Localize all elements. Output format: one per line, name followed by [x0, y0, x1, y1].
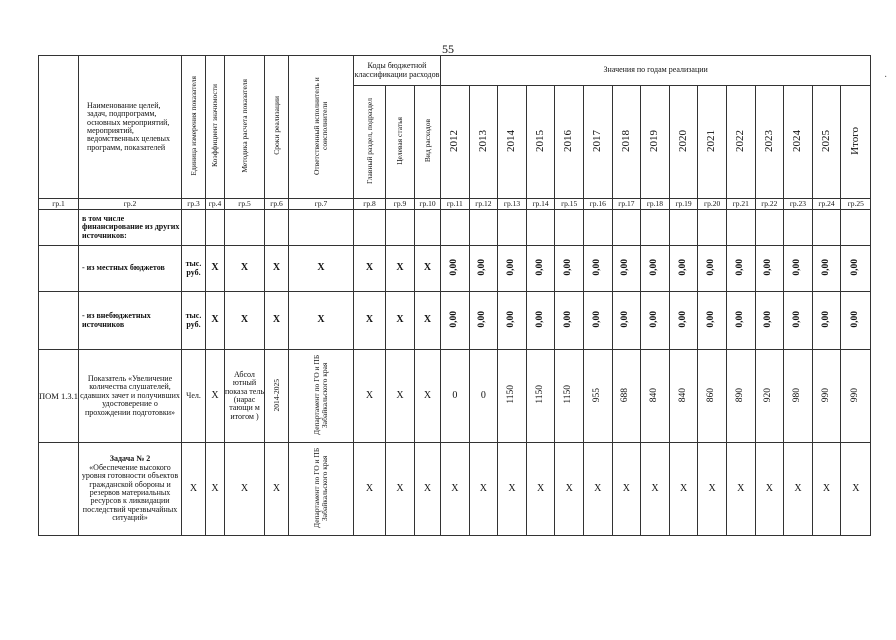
total-value: 0,00: [849, 310, 860, 328]
row-pom-unit: Чел.: [182, 350, 206, 443]
value-cell: [583, 292, 612, 350]
value: X: [726, 443, 755, 536]
value: 0,00: [534, 310, 545, 328]
value: 1150: [534, 385, 545, 405]
row-extra-term: X: [265, 292, 289, 350]
value: 0,00: [734, 310, 745, 328]
col-number: гр.9: [386, 199, 415, 210]
value: 0,00: [563, 258, 574, 276]
value: X: [441, 443, 470, 536]
value: X: [612, 443, 641, 536]
col-number: гр.4: [206, 199, 225, 210]
col-number: гр.7: [289, 199, 354, 210]
value: 1150: [506, 385, 517, 405]
header-budget-codes: Коды бюджетной классификации расходов: [354, 56, 441, 86]
value: X: [526, 443, 555, 536]
header-section: Главный раздел, подраздел: [364, 97, 374, 184]
value: 0,00: [591, 310, 602, 328]
value-cell: [812, 350, 841, 443]
value: 0,00: [506, 258, 517, 276]
value-cell: [526, 246, 555, 292]
year-label: 2022: [733, 129, 746, 152]
value-cell: [498, 350, 527, 443]
year-label: 2013: [476, 129, 489, 152]
value-cell: [555, 350, 584, 443]
value: 0,00: [448, 258, 459, 276]
value-cell: [555, 246, 584, 292]
value: 0,00: [506, 310, 517, 328]
value: 0,00: [563, 310, 574, 328]
col-number: гр.15: [555, 199, 584, 210]
value-cell: [755, 292, 784, 350]
year-cell: [812, 86, 841, 199]
header-term-cell: [265, 56, 289, 199]
year-label: 2014: [505, 129, 518, 152]
year-label: 2025: [819, 129, 832, 152]
header-responsible: Ответственный исполнитель и соисполнители: [312, 76, 329, 175]
year-cell: [698, 86, 727, 199]
header-method: Методика расчета показателя: [239, 78, 249, 173]
value: X: [555, 443, 584, 536]
year-cell: [669, 86, 698, 199]
year-cell: [469, 86, 498, 199]
header-responsible-cell: [289, 56, 354, 199]
header-coef: Коэффициент значимости: [210, 84, 220, 168]
row-including-name: в том числе финансирование из других источников:: [79, 210, 182, 246]
value: 0: [469, 350, 498, 443]
col-number: гр.13: [498, 199, 527, 210]
value: 980: [791, 387, 802, 402]
header-row-top: [39, 56, 871, 86]
col-number: гр.2: [79, 199, 182, 210]
value: 0,00: [791, 258, 802, 276]
col-number: гр.6: [265, 199, 289, 210]
row-task2-method: X: [225, 443, 265, 536]
value: 890: [734, 387, 745, 402]
value: 0,00: [448, 310, 459, 328]
col-number: гр.10: [415, 199, 441, 210]
value: 0,00: [620, 258, 631, 276]
value: 0,00: [791, 310, 802, 328]
year-cell: [583, 86, 612, 199]
header-method-cell: [225, 56, 265, 199]
value: 920: [763, 387, 774, 402]
year-label: 2019: [648, 129, 661, 152]
value: 0,00: [591, 258, 602, 276]
row-pom-term-cell: [265, 350, 289, 443]
value: 840: [677, 387, 688, 402]
row-extra-exp-type: X: [415, 292, 441, 350]
row-task2-coef: X: [206, 443, 225, 536]
row-task2-description: «Обеспечение высокого уровня готовности объектов гражданской обороны и резервов материальных ресурсов к ликвидации последствий чрезвычайных ситуаций»: [81, 462, 179, 523]
col-number: гр.17: [612, 199, 641, 210]
header-target-cell: [386, 86, 415, 199]
value-cell: [698, 246, 727, 292]
year-label: 2012: [448, 129, 461, 152]
total-cell: [841, 292, 871, 350]
value: X: [498, 443, 527, 536]
total-label: Итого: [849, 126, 862, 155]
row-local-unit: тыс. руб.: [182, 246, 206, 292]
value: 1150: [563, 385, 574, 405]
column-numbers-row: [39, 199, 871, 210]
value: X: [669, 443, 698, 536]
value: X: [784, 443, 813, 536]
row-local-exp-type: X: [415, 246, 441, 292]
year-cell: [726, 86, 755, 199]
row-pom-name: Показатель «Увеличение количества слушателей, сдавших зачет и получивших удостоверение о прохождении подготовки»: [79, 350, 182, 443]
col-number: гр.11: [441, 199, 470, 210]
value: X: [812, 443, 841, 536]
year-label: 2023: [762, 129, 775, 152]
value: 0,00: [734, 258, 745, 276]
col-number: гр.12: [469, 199, 498, 210]
value-cell: [812, 292, 841, 350]
row-pom-responsible-cell: [289, 350, 354, 443]
row-local-name: - из местных бюджетов: [79, 246, 182, 292]
value-cell: [469, 246, 498, 292]
row-pom-target: X: [386, 350, 415, 443]
value-cell: [641, 350, 670, 443]
total-header-cell: [841, 86, 871, 199]
row-local-responsible: X: [289, 246, 354, 292]
header-target: Целевая статья: [395, 116, 405, 165]
col-number: гр.1: [39, 199, 79, 210]
col-number: гр.14: [526, 199, 555, 210]
row-pom-coef: X: [206, 350, 225, 443]
total-value: X: [841, 443, 871, 536]
year-label: 2015: [533, 129, 546, 152]
row-task2-unit: X: [182, 443, 206, 536]
row-extra-target: X: [386, 292, 415, 350]
col-number: гр.19: [669, 199, 698, 210]
col-number: гр.5: [225, 199, 265, 210]
year-cell: [641, 86, 670, 199]
year-label: 2018: [619, 129, 632, 152]
row-extra-section: X: [354, 292, 386, 350]
value: 0,00: [820, 310, 831, 328]
row-task2-term: X: [265, 443, 289, 536]
row-task2-responsible: Департамент по ГО и ПБ Забайкальского края: [312, 447, 329, 528]
value-cell: [784, 246, 813, 292]
value-cell: [726, 292, 755, 350]
value-cell: [784, 292, 813, 350]
value-cell: [526, 350, 555, 443]
value-cell: [612, 246, 641, 292]
table-row-pom-1-3-1: [39, 350, 871, 443]
value-cell: [612, 292, 641, 350]
year-cell: [755, 86, 784, 199]
value: 0,00: [648, 310, 659, 328]
year-cell: [498, 86, 527, 199]
col-number: гр.25: [841, 199, 871, 210]
value: 0,00: [477, 310, 488, 328]
col-number: гр.16: [583, 199, 612, 210]
value-cell: [726, 246, 755, 292]
value: 0,00: [706, 310, 717, 328]
row-pom-term: 2014-2025: [271, 378, 281, 412]
value-cell: [669, 292, 698, 350]
col-number: гр.18: [641, 199, 670, 210]
total-value: 990: [849, 387, 860, 402]
value: 0,00: [648, 258, 659, 276]
year-label: 2020: [676, 129, 689, 152]
value-cell: [469, 292, 498, 350]
value: X: [698, 443, 727, 536]
row-extra-unit: тыс. руб.: [182, 292, 206, 350]
value: 840: [648, 387, 659, 402]
header-exp-type: Вид расходов: [422, 119, 432, 163]
value: X: [469, 443, 498, 536]
value: 0,00: [534, 258, 545, 276]
value: 688: [620, 387, 631, 402]
table-row-extra-budgetary: [39, 292, 871, 350]
row-task2-name-cell: [79, 443, 182, 536]
header-unit-cell: [182, 56, 206, 199]
row-extra-responsible: X: [289, 292, 354, 350]
header-name: Наименование целей, задач, подпрограмм, основных мероприятий, мероприятий, ведомственных целевых программ, показателей: [79, 56, 182, 199]
col-number: гр.8: [354, 199, 386, 210]
value-cell: [755, 350, 784, 443]
value-cell: [669, 246, 698, 292]
row-pom-method: Абсол ютный показа тель (нарас тающи м итогом ): [225, 350, 265, 443]
value: 860: [706, 387, 717, 402]
page-number: 55: [442, 42, 454, 56]
value: 990: [820, 387, 831, 402]
row-local-coef: X: [206, 246, 225, 292]
value-cell: [755, 246, 784, 292]
value: X: [755, 443, 784, 536]
header-col1: [39, 56, 79, 199]
table-row-including: [39, 210, 871, 246]
row-local-term: X: [265, 246, 289, 292]
year-cell: [441, 86, 470, 199]
value: 0,00: [763, 310, 774, 328]
row-local-method: X: [225, 246, 265, 292]
col-number: гр.24: [812, 199, 841, 210]
row-task2-target: X: [386, 443, 415, 536]
value-cell: [526, 292, 555, 350]
value: 0: [441, 350, 470, 443]
table-row-task-2: [39, 443, 871, 536]
row-pom-section: X: [354, 350, 386, 443]
value: 0,00: [677, 310, 688, 328]
col-number: гр.23: [784, 199, 813, 210]
side-mark: ·: [884, 72, 888, 83]
year-label: 2021: [705, 129, 718, 152]
row-local-section: X: [354, 246, 386, 292]
row-task2-responsible-cell: [289, 443, 354, 536]
total-value: 0,00: [849, 258, 860, 276]
total-cell: [841, 350, 871, 443]
value: 0,00: [677, 258, 688, 276]
value-cell: [583, 350, 612, 443]
col-number: гр.21: [726, 199, 755, 210]
value-cell: [641, 246, 670, 292]
total-cell: [841, 246, 871, 292]
year-cell: [555, 86, 584, 199]
year-cell: [612, 86, 641, 199]
value-cell: [583, 246, 612, 292]
row-extra-coef: X: [206, 292, 225, 350]
value-cell: [698, 292, 727, 350]
header-unit: Единица измерения показателя: [188, 76, 198, 176]
header-coef-cell: [206, 56, 225, 199]
col-number: гр.3: [182, 199, 206, 210]
value: X: [641, 443, 670, 536]
header-section-cell: [354, 86, 386, 199]
col-number: гр.22: [755, 199, 784, 210]
row-task2-title: Задача № 2: [109, 454, 151, 464]
value-cell: [784, 350, 813, 443]
value: 0,00: [620, 310, 631, 328]
value-cell: [698, 350, 727, 443]
value-cell: [612, 350, 641, 443]
row-pom-responsible: Департамент по ГО и ПБ Забайкальского края: [312, 354, 329, 435]
header-values-by-year: Значения по годам реализации: [441, 56, 871, 86]
year-label: 2017: [591, 129, 603, 152]
value: 0,00: [763, 258, 774, 276]
row-pom-code: ПОМ 1.3.1: [39, 350, 79, 443]
header-term: Сроки реализации: [271, 96, 281, 156]
value-cell: [726, 350, 755, 443]
value: X: [583, 443, 612, 536]
year-cell: [784, 86, 813, 199]
header-exp-type-cell: [415, 86, 441, 199]
row-local-target: X: [386, 246, 415, 292]
value-cell: [498, 292, 527, 350]
value-cell: [812, 246, 841, 292]
value-cell: [641, 292, 670, 350]
table-row-local-budgets: [39, 246, 871, 292]
col-number: гр.20: [698, 199, 727, 210]
value: 955: [591, 387, 602, 402]
value-cell: [669, 350, 698, 443]
row-pom-exp-type: X: [415, 350, 441, 443]
year-cell: [526, 86, 555, 199]
year-label: 2024: [791, 129, 804, 152]
row-extra-name: - из внебюджетных источников: [79, 292, 182, 350]
row-extra-method: X: [225, 292, 265, 350]
row-task2-section: X: [354, 443, 386, 536]
row-task2-exp-type: X: [415, 443, 441, 536]
value: 0,00: [477, 258, 488, 276]
value-cell: [498, 246, 527, 292]
value: 0,00: [820, 258, 831, 276]
year-label: 2016: [562, 129, 575, 152]
program-indicators-table: [38, 55, 871, 536]
value-cell: [441, 292, 470, 350]
value: 0,00: [706, 258, 717, 276]
value-cell: [555, 292, 584, 350]
value-cell: [441, 246, 470, 292]
